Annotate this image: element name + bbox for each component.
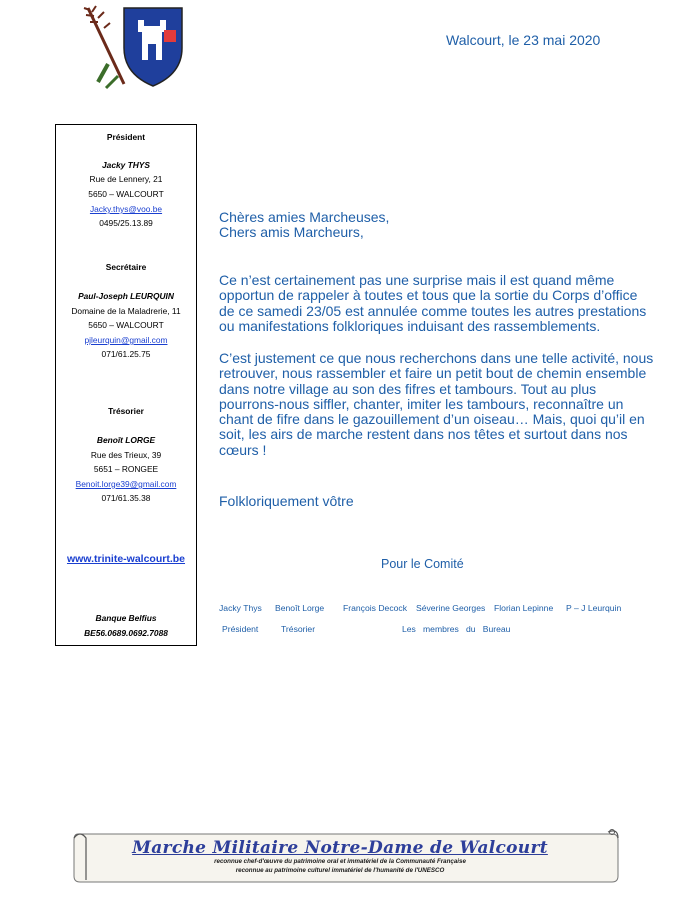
president-street: Rue de Lennery, 21 bbox=[89, 174, 163, 184]
paragraph-line: chant de fifre dans le gazouillement d’un oiseau… Mais, quoi qu’il en bbox=[219, 411, 645, 428]
coat-of-arms-logo bbox=[78, 4, 188, 92]
secretary-name: Paul-Joseph LEURQUIN bbox=[78, 291, 174, 301]
banner-title-text: Marche Militaire Notre-Dame de Walcourt bbox=[132, 838, 548, 858]
secretary-role: Secrétaire bbox=[105, 262, 147, 272]
signature-name: Séverine Georges bbox=[416, 603, 486, 613]
signature-role: Trésorier bbox=[281, 624, 316, 634]
signature-name: Jacky Thys bbox=[219, 603, 262, 613]
banner-line-2: reconnue au patrimoine culturel immatériel de l'humanité de l'UNESCO bbox=[235, 867, 445, 874]
president-role: Président bbox=[106, 132, 146, 142]
secretary-phone: 071/61.25.75 bbox=[101, 349, 151, 359]
paragraph-line: de ce samedi 23/05 est annulée comme toutes les autres prestations bbox=[219, 302, 647, 319]
paragraph-line: soit, les airs de marche restent dans nos têtes et surtout dans nos bbox=[219, 426, 628, 443]
treasurer-name: Benoît LORGE bbox=[96, 435, 156, 445]
shield-icon bbox=[124, 8, 182, 86]
letter-paragraph-2 bbox=[219, 351, 653, 458]
crossed-sword-icon bbox=[84, 6, 124, 88]
greeting-line: Chères amies Marcheuses, bbox=[219, 209, 390, 225]
signature-name: Florian Lepinne bbox=[494, 603, 554, 613]
bank-iban: BE56.0689.0692.7088 bbox=[84, 628, 168, 638]
treasurer-email-link[interactable]: Benoit.lorge39@gmail.com bbox=[75, 479, 177, 489]
president-name: Jacky THYS bbox=[102, 160, 150, 170]
secretary-street: Domaine de la Maladrerie, 11 bbox=[71, 306, 181, 316]
paragraph-line: C’est justement ce que nous recherchons dans une telle activité, nous bbox=[219, 350, 654, 366]
committee-label: Pour le Comité bbox=[381, 557, 464, 571]
greeting-line: Chers amis Marcheurs, bbox=[219, 224, 364, 241]
treasurer-street: Rue des Trieux, 39 bbox=[90, 450, 162, 460]
letter-date: Walcourt, le 23 mai 2020 bbox=[446, 32, 601, 48]
paragraph-line: cœurs ! bbox=[219, 441, 267, 458]
signature-name: François Decock bbox=[343, 603, 407, 613]
treasurer-phone: 071/61.35.38 bbox=[101, 493, 151, 503]
signature-role: Président bbox=[222, 624, 259, 634]
website-link[interactable]: www.trinite-walcourt.be bbox=[66, 553, 186, 565]
treasurer-city: 5651 – RONGEE bbox=[93, 464, 159, 474]
treasurer-role: Trésorier bbox=[108, 406, 144, 416]
letter-greeting bbox=[219, 210, 389, 241]
signature-name: P – J Leurquin bbox=[566, 603, 622, 613]
paragraph-line: pourrons-nous siffler, chanter, imiter les tambours, reconnaître un bbox=[219, 395, 624, 412]
paragraph-line: ou manifestations folkloriques induisant des rassemblements. bbox=[219, 317, 601, 334]
letter-paragraph-1 bbox=[219, 273, 646, 334]
paragraph-line: retrouver, nous rassembler et faire un petit bout de chemin ensemble bbox=[219, 365, 647, 382]
paragraph-line: Ce n’est certainement pas une surprise mais il est quand même bbox=[219, 272, 615, 288]
signature-name: Benoît Lorge bbox=[275, 603, 325, 613]
secretary-email-link[interactable]: pjleurquin@gmail.com bbox=[84, 335, 168, 345]
president-phone: 0495/25.13.89 bbox=[99, 218, 153, 228]
secretary-city: 5650 – WALCOURT bbox=[88, 320, 164, 330]
paragraph-line: dans notre village au son des fifres et tambours. Tout au plus bbox=[219, 380, 597, 397]
paragraph-line: opportun de rappeler à toutes et tous que la sortie du Corps d’office bbox=[219, 287, 638, 304]
president-city: 5650 – WALCOURT bbox=[88, 189, 164, 199]
bank-name: Banque Belfius bbox=[95, 613, 157, 623]
contact-sidebar bbox=[55, 124, 197, 646]
signature-role: Les membres du Bureau bbox=[402, 624, 511, 634]
letter-closing: Folkloriquement vôtre bbox=[219, 493, 354, 509]
banner-title bbox=[0, 838, 680, 858]
banner-line-1: reconnue chef-d'œuvre du patrimoine oral et immatériel de la Communauté Française bbox=[214, 858, 466, 865]
president-email-link[interactable]: Jacky.thys@voo.be bbox=[89, 204, 163, 214]
